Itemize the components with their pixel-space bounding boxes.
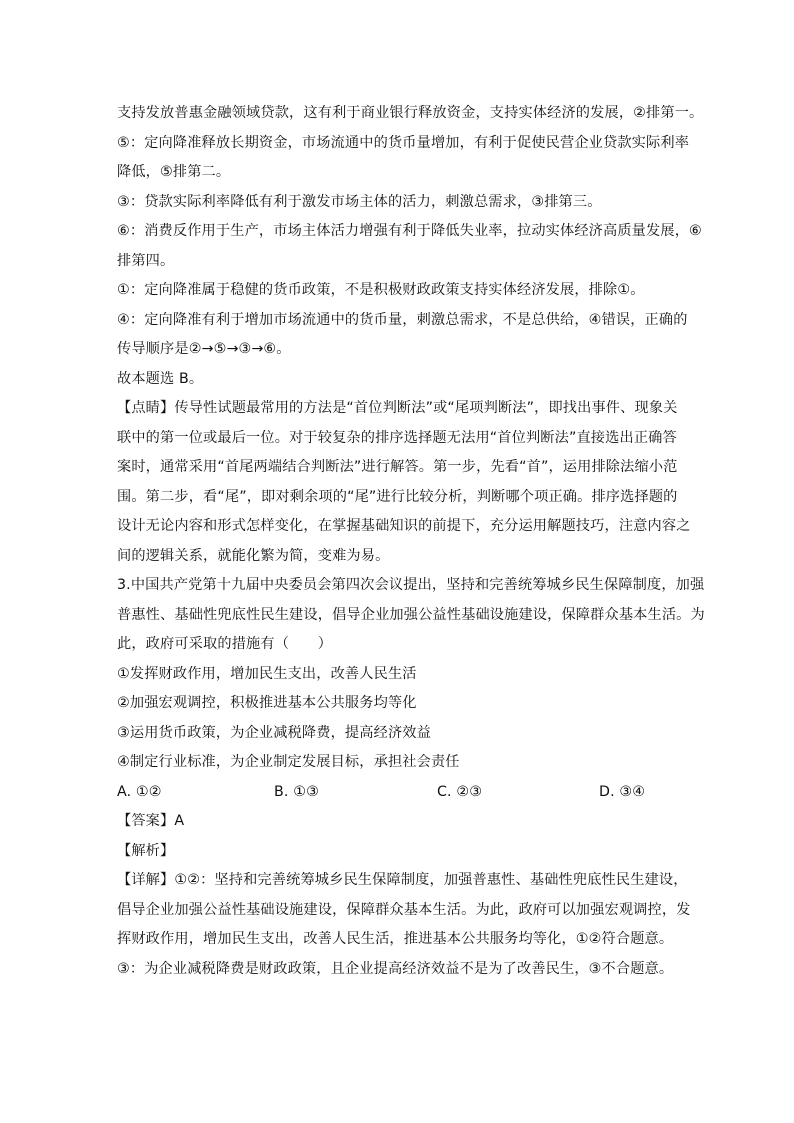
question-stem-line: 此，政府可采取的措施有（ ）: [117, 636, 333, 652]
tip-line: 间的逻辑关系，就能化繁为简，变难为易。: [117, 547, 390, 564]
analysis-heading: 【解析】: [117, 842, 175, 859]
answer-line: 【答案】A: [117, 813, 185, 829]
text-line: ①：定向降准属于稳健的货币政策，不是积极财政政策支持实体经济发展，排除①。: [117, 282, 645, 298]
option-d: D. ③④: [599, 783, 646, 800]
tip-line: 【点睛】传导性试题最常用的方法是“首位判断法”或“尾项判断法”，即找出事件、现象关: [117, 400, 678, 416]
text-line: ⑥：消费反作用于生产，市场主体活力增强有利于降低失业率，拉动实体经济高质量发展，⑥: [117, 223, 702, 239]
explanation-line: 挥财政作用，增加民生支出，改善人民生活，推进基本公共服务均等化，①②符合题意。: [117, 931, 674, 947]
question-stem-line: 普惠性、基础性兜底性民生建设，倡导企业加强公益性基础设施建设，保障群众基本生活。为: [117, 606, 705, 623]
tip-line: 案时，通常采用“首尾两端结合判断法”进行解答。第一步，先看“首”，运用排除法缩小范: [117, 459, 678, 475]
question-statement: ②加强宏观调控，积极推进基本公共服务均等化: [117, 695, 417, 711]
tip-line: 设计无论内容和形式怎样变化，在掌握基础知识的前提下，充分运用解题技巧，注意内容之: [117, 518, 691, 534]
text-line: 故本题选 B。: [117, 370, 204, 387]
text-line: ③：贷款实际利率降低有利于激发市场主体的活力，刺激总需求，③排第三。: [117, 193, 602, 210]
explanation-line: ③：为企业减税降费是财政政策，且企业提高经济效益不是为了改善民生，③不合题意。: [117, 960, 674, 977]
text-line: ④：定向降准有利于增加市场流通中的货币量，刺激总需求，不是总供给，④错误，正确的: [117, 311, 688, 328]
answer-options: [117, 778, 682, 808]
document-page: [117, 99, 705, 984]
text-line: 降低，⑤排第二。: [117, 164, 231, 180]
question-statement: ④制定行业标准，为企业制定发展目标，承担社会责任: [117, 754, 460, 770]
option-b: B. ①③: [274, 783, 319, 800]
tip-line: 联中的第一位或最后一位。对于较复杂的排序选择题无法用“首位判断法”直接选出正确答: [117, 429, 677, 446]
option-c: C. ②③: [437, 783, 483, 800]
tip-line: 围。第二步，看“尾”，即对剩余项的“尾”进行比较分析，判断哪个项正确。排序选择题的: [117, 488, 678, 505]
text-line: ⑤：定向降准释放长期资金，市场流通中的货币量增加，有利于促使民营企业贷款实际利率: [117, 134, 690, 151]
text-line: 支持发放普惠金融领域贷款，这有利于商业银行释放资金，支持实体经济的发展，②排第一。: [117, 105, 704, 121]
text-line: 传导顺序是②→⑤→③→⑥。: [117, 341, 291, 357]
explanation-line: 倡导企业加强公益性基础设施建设，保障群众基本生活。为此，政府可以加强宏观调控，发: [117, 901, 691, 918]
option-a: A. ①②: [117, 783, 162, 800]
explanation-line: 【详解】①②：坚持和完善统筹城乡民生保障制度，加强普惠性、基础性兜底性民生建设，: [117, 872, 688, 888]
text-line: 排第四。: [117, 252, 175, 269]
question-statement: ①发挥财政作用，增加民生支出，改善人民生活: [117, 665, 417, 682]
question-statement: ③运用货币政策，为企业减税降费，提高经济效益: [117, 724, 431, 741]
question-stem-line: 3.中国共产党第十九届中央委员会第四次会议提出，坚持和完善统筹城乡民生保障制度，加强: [117, 577, 705, 593]
